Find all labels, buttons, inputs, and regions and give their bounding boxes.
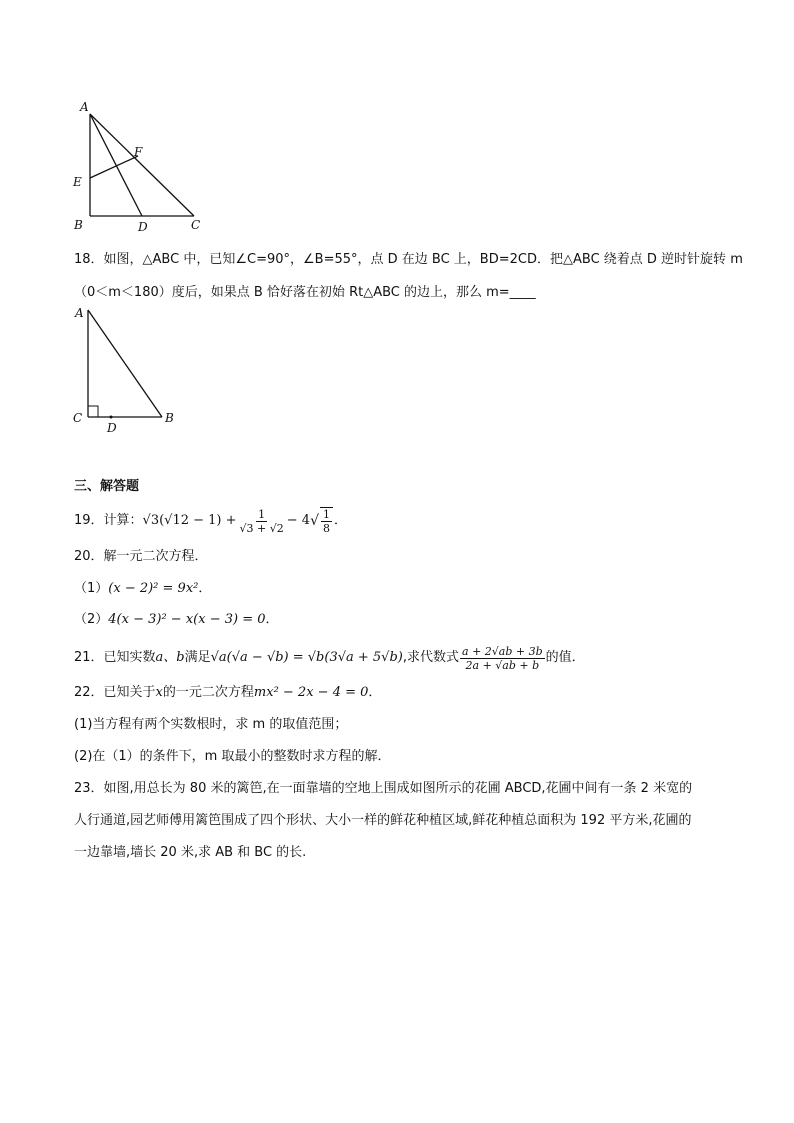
- q19-end: ．: [333, 513, 347, 528]
- q19-frac-num: 1: [258, 507, 266, 521]
- label-F: F: [134, 145, 143, 159]
- q22-end: ．: [368, 685, 382, 700]
- q19-root-den: 8: [322, 522, 330, 535]
- q21-frac-den: 2a + √ab + b: [465, 658, 540, 672]
- label-C: C: [191, 218, 201, 232]
- label-E: E: [73, 175, 82, 189]
- label-A: A: [80, 100, 89, 114]
- q18-line2: （0＜m＜180）度后，如果点 B 恰好落在初始 Rt△ABC 的边上，那么 m=____: [74, 285, 536, 300]
- q22-mid: 的一元二次方程: [162, 685, 254, 700]
- q21-fraction: [460, 645, 545, 672]
- label-A: A: [75, 306, 84, 320]
- q21-label: 21．已知实数: [74, 650, 156, 665]
- q21-equation: √a(√a − √b) = √b(3√a + 5√b): [210, 650, 403, 665]
- q21-line: [74, 641, 585, 675]
- q19-root-num: 1: [322, 508, 330, 521]
- q20-part2: [74, 611, 279, 629]
- q20-p1-label: （1）: [74, 581, 109, 596]
- section-heading: 三、解答题: [74, 479, 140, 494]
- q20-p1-expr: (x − 2)² = 9x²: [108, 581, 199, 596]
- q21-end: 的值．: [545, 650, 585, 665]
- label-B: B: [74, 218, 83, 232]
- q22-var: x: [155, 685, 163, 700]
- q18-line1: 18．如图，△ABC 中，已知∠C=90°，∠B=55°，点 D 在边 BC 上，BD=2CD．把△ABC 绕着点 D 逆时针旋转 m: [74, 252, 743, 267]
- q23-line2: 人行通道,园艺师傅用篱笆围成了四个形状、大小一样的鲜花种植区域,鲜花种植总面积为 192 平方米,花圃的: [74, 813, 692, 828]
- q20-title: 20．解一元二次方程．: [74, 549, 208, 564]
- q20-p1-end: ．: [198, 581, 212, 596]
- q22-part1: (1)当方程有两个实数根时，求 m 的取值范围；: [74, 717, 348, 732]
- q19-label: 19．计算：: [74, 513, 143, 528]
- figure-17-triangle: [68, 98, 208, 238]
- q20-p2-expr: 4(x − 3)² − x(x − 3) = 0: [108, 612, 266, 627]
- q19-expr-b: − 4: [286, 513, 311, 528]
- label-B: B: [165, 411, 174, 425]
- q20-p2-end: ．: [265, 612, 279, 627]
- label-D: D: [138, 220, 148, 234]
- q21-ask: ,求代数式: [402, 650, 460, 665]
- figure-18-right-triangle: [70, 300, 190, 435]
- q22-part2: (2)在（1）的条件下，m 取最小的整数时求方程的解．: [74, 749, 391, 764]
- q23-line1: 23．如图,用总长为 80 米的篱笆,在一面靠墙的空地上围成如图所示的花圃 ABCD,花圃中间有一条 2 米宽的: [74, 781, 693, 796]
- label-C: C: [73, 411, 83, 425]
- q20-part1: [74, 580, 211, 598]
- q20-p2-label: （2）: [74, 612, 109, 627]
- label-D: D: [107, 421, 117, 435]
- q21-vars: a、b: [155, 650, 185, 665]
- q23-line3: 一边靠墙,墙长 20 米,求 AB 和 BC 的长.: [74, 845, 307, 860]
- q19-frac-den: √3 + √2: [239, 521, 284, 535]
- q19-line: [74, 506, 347, 536]
- q22-equation: mx² − 2x − 4 = 0: [253, 685, 369, 700]
- q22-line: [74, 684, 381, 702]
- q19-expr-a: √3(√12 − 1) +: [142, 513, 237, 528]
- radical-sign: √: [310, 513, 319, 529]
- q21-mid: 满足: [184, 650, 211, 665]
- q19-fraction: [238, 508, 286, 535]
- q22-label: 22．已知关于: [74, 685, 156, 700]
- q19-root-fraction: [320, 507, 333, 535]
- q21-frac-num: a + 2√ab + 3b: [462, 644, 543, 658]
